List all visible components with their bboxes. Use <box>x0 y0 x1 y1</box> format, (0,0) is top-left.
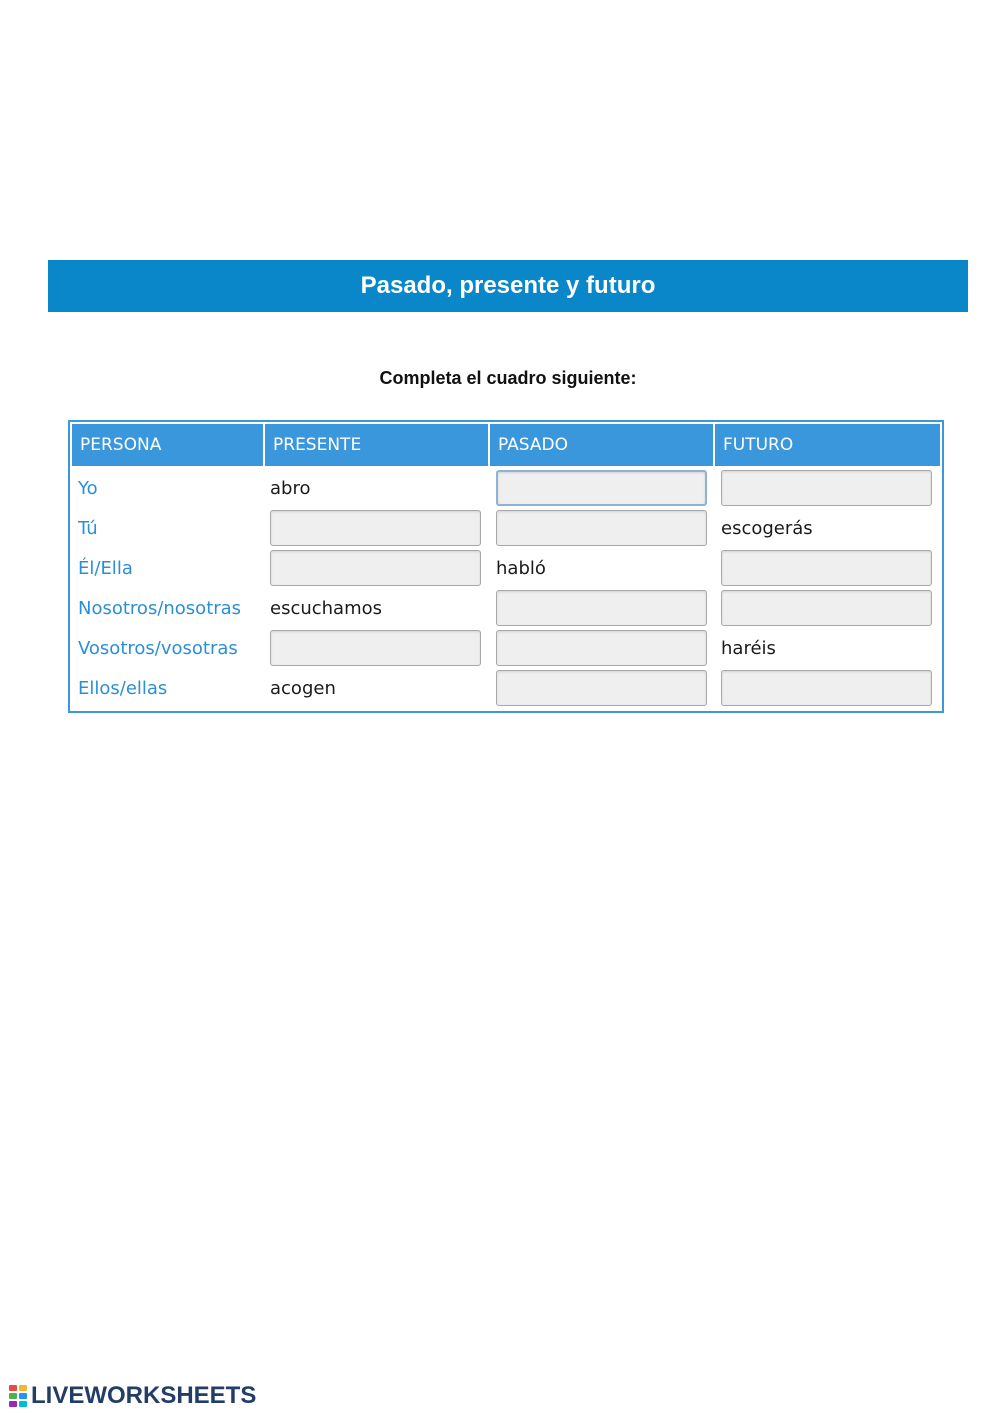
futuro-cell: escogerás <box>721 517 813 539</box>
answer-input[interactable] <box>496 470 707 506</box>
logo-square <box>9 1385 17 1391</box>
answer-input[interactable] <box>496 630 707 666</box>
footer-logo <box>8 1382 256 1410</box>
table-row <box>70 508 942 548</box>
answer-input[interactable] <box>270 550 481 586</box>
title-banner <box>48 260 968 312</box>
presente-cell: escuchamos <box>270 597 383 619</box>
futuro-cell <box>721 588 936 628</box>
pasado-cell: habló <box>496 557 546 579</box>
answer-input[interactable] <box>721 470 932 506</box>
presente-cell <box>270 628 485 668</box>
answer-input[interactable] <box>721 670 932 706</box>
header-presente: PRESENTE <box>265 424 490 466</box>
logo-square <box>9 1393 17 1399</box>
pasado-cell <box>496 468 711 508</box>
table-row <box>70 588 942 628</box>
table-row <box>70 628 942 668</box>
persona-cell: Ellos/ellas <box>78 677 168 699</box>
presente-cell <box>270 508 485 548</box>
instruction-text: Completa el cuadro siguiente: <box>379 368 637 388</box>
header-futuro: FUTURO <box>715 424 940 466</box>
answer-input[interactable] <box>721 590 932 626</box>
header-persona: PERSONA <box>72 424 265 466</box>
presente-cell: acogen <box>270 677 336 699</box>
persona-cell: Tú <box>78 517 98 539</box>
logo-square <box>9 1401 17 1407</box>
persona-cell: Yo <box>78 477 98 499</box>
futuro-cell <box>721 548 936 588</box>
answer-input[interactable] <box>270 630 481 666</box>
table-row <box>70 468 942 508</box>
conjugation-table <box>68 420 944 713</box>
table-header-row <box>72 424 940 466</box>
persona-cell: Él/Ella <box>78 557 133 579</box>
logo-square <box>19 1393 27 1399</box>
pasado-cell <box>496 588 711 628</box>
header-pasado: PASADO <box>490 424 715 466</box>
answer-input[interactable] <box>270 510 481 546</box>
brand-name: LIVEWORKSHEETS <box>31 1382 257 1409</box>
answer-input[interactable] <box>496 670 707 706</box>
futuro-cell <box>721 668 936 708</box>
presente-cell: abro <box>270 477 311 499</box>
logo-square <box>19 1401 27 1407</box>
answer-input[interactable] <box>496 510 707 546</box>
persona-cell: Nosotros/nosotras <box>78 597 242 619</box>
pasado-cell <box>496 508 711 548</box>
answer-input[interactable] <box>721 550 932 586</box>
pasado-cell <box>496 668 711 708</box>
futuro-cell <box>721 468 936 508</box>
logo-square <box>19 1385 27 1391</box>
pasado-cell <box>496 628 711 668</box>
table-row <box>70 668 942 708</box>
liveworksheets-logo-icon <box>8 1384 28 1408</box>
page-title: Pasado, presente y futuro <box>360 272 656 299</box>
presente-cell <box>270 548 485 588</box>
futuro-cell: haréis <box>721 637 776 659</box>
persona-cell: Vosotros/vosotras <box>78 637 238 659</box>
table-row <box>70 548 942 588</box>
answer-input[interactable] <box>496 590 707 626</box>
